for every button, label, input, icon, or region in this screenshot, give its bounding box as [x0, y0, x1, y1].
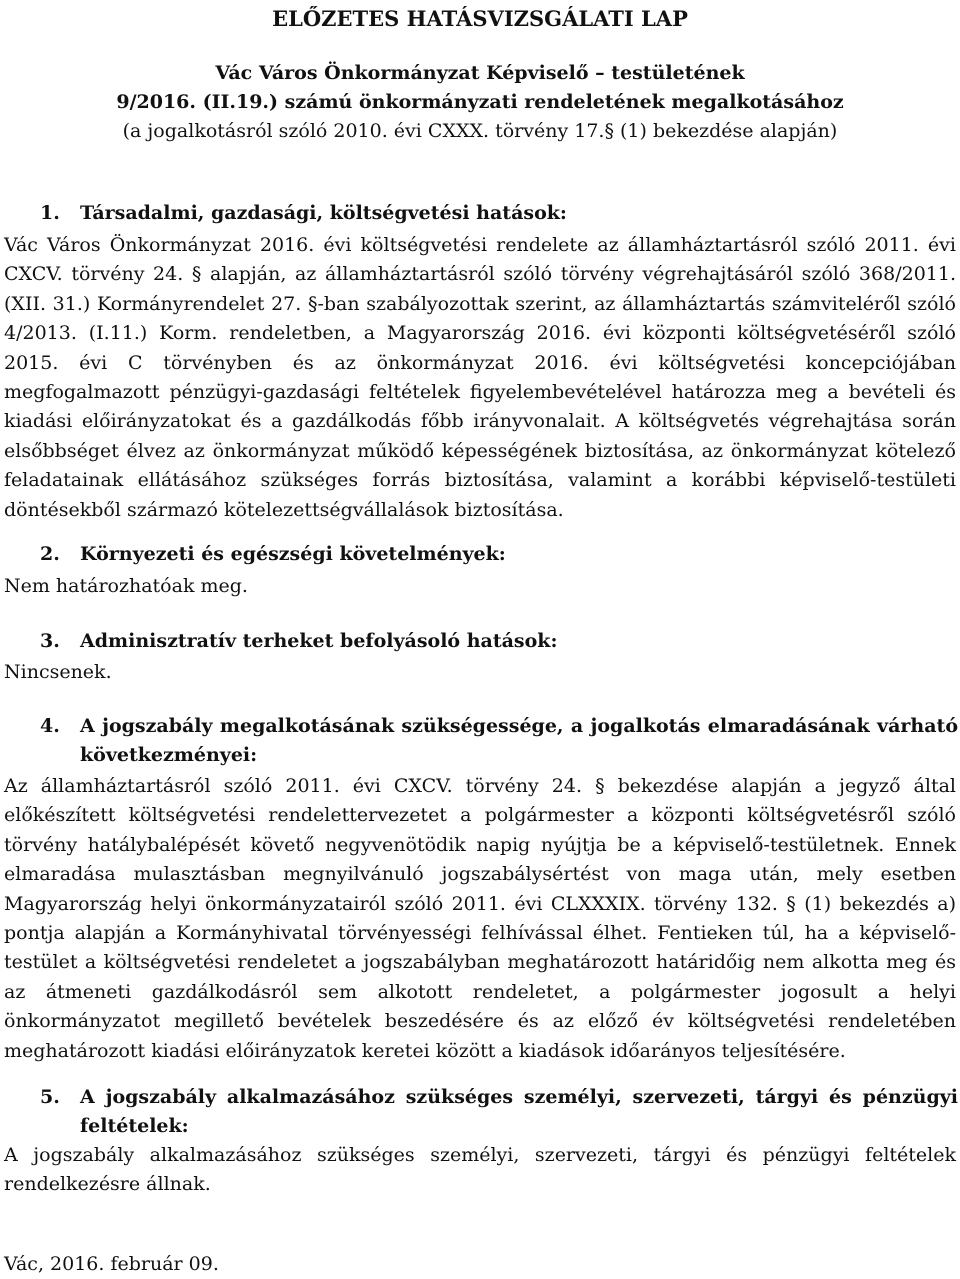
subtitle-line-2: 9/2016. (II.19.) számú önkormányzati rendeletének megalkotásához: [116, 91, 844, 113]
section-3-body: Nincsenek.: [4, 661, 112, 683]
subtitle-line-1: Vác Város Önkormányzat Képviselő – testületének: [215, 62, 745, 84]
section-1-body: Vác Város Önkormányzat 2016. évi költségvetési rendelete az államháztartásról szóló 2011. évi CXCV. törvény 24. § alapján, az államháztartásról szóló törvény végrehajtásáról szóló 368/2011. (XII. 31.) Kormányrendelet 27. §-ban szabályozottak szerint, az államháztartás számviteléről szóló 4/2013. (I.11.) Korm. rendeletben, a Magyarország 2016. évi központi költségvetéséről szóló 2015. évi C törvényben és az önkormányzat 2016. évi költségvetési koncepciójában megfogalmazott pénzügyi-gazdasági feltételek figyelembevételével határozza meg a bevételi és kiadási előirányzatokat és a gazdálkodás főbb irányvonalait. A költségvetés végrehajtása során elsőbbséget élvez az önkormányzat működő képességének biztosítása, az önkormányzat kötelező feladatainak ellátásához szükséges forrás biztosítása, valamint a korábbi képviselő-testületi döntésekből származó kötelezettségvállalások biztosítása.: [4, 234, 956, 521]
section-4-body: Az államháztartásról szóló 2011. évi CXCV. törvény 24. § bekezdése alapján a jegyző által előkészített költségvetési rendelettervezetet a polgármester a központi költségvetésről szóló törvény hatálybalépését követő negyvenötödik napig nyújtja be a képviselő-testületnek. Ennek elmaradása mulasztásban megnyilvánuló jogszabálysértést von maga után, mely esetben Magyarország helyi önkormányzatairól szóló 2011. évi CLXXXIX. törvény 132. § (1) bekezdés a) pontja alapján a Kormányhivatal törvényességi felhívással élhet. Fentieken túl, ha a képviselő-testület a költségvetési rendeletet a jogszabályban meghatározott határidőig nem alkotta meg és az átmeneti gazdálkodásról sem alkotott rendeletet, a polgármester jogosult a helyi önkormányzatot megillető bevételek beszedésére és az előző év költségvetési rendeletében meghatározott kiadási előirányzatok keretei között a kiadások időarányos teljesítésére.: [4, 775, 956, 1062]
document-title: ELŐZETES HATÁSVIZSGÁLATI LAP: [272, 6, 688, 31]
section-1-number: 1.: [40, 202, 60, 224]
signature-date: Vác, 2016. február 09.: [4, 1253, 219, 1275]
section-5-number: 5.: [40, 1086, 60, 1108]
section-2-body: Nem határozhatóak meg.: [4, 575, 248, 597]
section-2-number: 2.: [40, 543, 60, 565]
section-3-number: 3.: [40, 630, 60, 652]
section-5-body: A jogszabály alkalmazásához szükséges személyi, szervezeti, tárgyi és pénzügyi feltételek rendelkezésre állnak.: [4, 1144, 956, 1196]
section-4-title: A jogszabály megalkotásának szükségessége, a jogalkotás elmaradásának várható következményei:: [80, 715, 958, 766]
section-3-title: Adminisztratív terheket befolyásoló hatások:: [80, 630, 558, 652]
subtitle-line-3: (a jogalkotásról szóló 2010. évi CXXX. törvény 17.§ (1) bekezdése alapján): [122, 120, 838, 142]
section-2-title: Környezeti és egészségi követelmények:: [80, 543, 506, 565]
section-4-number: 4.: [40, 715, 60, 737]
section-1-title: Társadalmi, gazdasági, költségvetési hatások:: [80, 202, 567, 224]
section-5-title: A jogszabály alkalmazásához szükséges személyi, szervezeti, tárgyi és pénzügyi feltételek:: [80, 1086, 958, 1137]
